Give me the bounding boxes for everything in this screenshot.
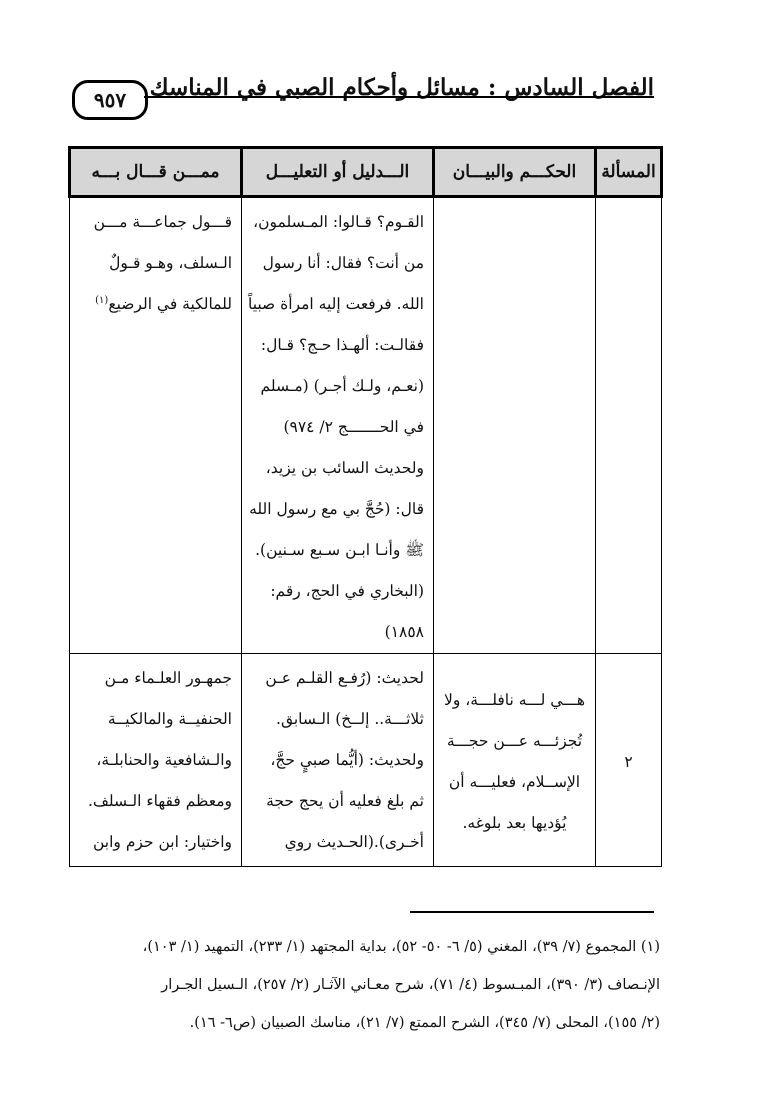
- text-line: الحنفيــة والمالكيــة: [107, 710, 232, 728]
- text-line: قال: (حُجَّ بي مع رسول الله: [249, 500, 424, 518]
- text-line: قـــول جماعـــة مـــن: [93, 213, 232, 231]
- text-line: [79, 284, 232, 325]
- text-line: ثم بلغ فعليه أن يحج حجة: [266, 792, 424, 810]
- cell-ruling: [434, 654, 596, 867]
- text-line: ولحديث: (أيُّما صبيٍ حجَّ،: [270, 751, 424, 769]
- col-header-issue: المسألة: [596, 148, 662, 197]
- text-line: جمهـور العلـماء مـن: [104, 669, 232, 687]
- cell-ruling: [434, 197, 596, 654]
- text-line: فقالـت: ألهـذا حـج؟ قـال:: [260, 336, 424, 354]
- page-header: [72, 74, 654, 124]
- text-line: من أنت؟ فقال: أنا رسول: [262, 254, 424, 272]
- text-line: (نعـم، ولـك أجـر) (مـسلم: [260, 377, 424, 395]
- cell-evidence: [242, 197, 434, 654]
- text-line: القـوم؟ قـالوا: المـسلمون،: [253, 213, 424, 231]
- text-line: في الحـــــــج ٢/ ٩٧٤): [283, 418, 424, 436]
- text-line: تُجزئـــه عـــن حجـــة: [446, 732, 583, 750]
- who-text: للمالكية في الرضيع: [108, 295, 232, 313]
- text-line: الـسلف، وهـو قـولٌ: [109, 254, 232, 272]
- table-row: [70, 654, 662, 867]
- footnote-line: (١) المجموع (٧/ ٣٩)، المغني (٥/ ٦- ٥٠- ٥٢)، بداية المجتهد (١/ ٢٣٣)، التمهيد (١/ ١٠٣)،: [142, 939, 660, 955]
- text-line: أخـرى).(الحـديث روي: [284, 833, 424, 851]
- chapter-title: الفصل السادس : مسائل وأحكام الصبي في المناسك: [149, 74, 654, 101]
- page-number-badge: ٩٥٧: [72, 80, 148, 120]
- text-line: ولحديث السائب بن يزيد،: [265, 459, 424, 477]
- text-line: الإســلام، فعليـــه أن: [448, 773, 581, 791]
- text-line: هـــي لـــه نافلـــة، ولا: [444, 691, 585, 709]
- cell-evidence: [242, 654, 434, 867]
- cell-who: [70, 654, 242, 867]
- text-line: الله. فرفعت إليه امرأة صبياً: [247, 295, 424, 313]
- col-header-ruling: الحكـــم والبيـــان: [434, 148, 596, 197]
- text-line: (البخاري في الحج، رقم:: [270, 582, 424, 600]
- text-line: لحديث: (رُفـع القلـم عـن: [265, 669, 424, 687]
- header-rule: [144, 96, 654, 98]
- text-line: ١٨٥٨): [384, 623, 424, 641]
- text-line: يُؤديها بعد بلوغه.: [462, 814, 567, 832]
- cell-who: [70, 197, 242, 654]
- text-line: واختيار: ابن حزم وابن: [93, 833, 232, 851]
- footnote-separator: [410, 911, 654, 913]
- table-header-row: [70, 148, 662, 197]
- rulings-table: [68, 146, 663, 867]
- text-line: ﷺ وأنـا ابـن سـبع سـنين).: [255, 541, 424, 559]
- col-header-evidence: الـــدليل أو التعليـــل: [242, 148, 434, 197]
- col-header-who: ممـــن قـــال بـــه: [70, 148, 242, 197]
- cell-issue: [596, 197, 662, 654]
- footnotes: [60, 928, 660, 1042]
- text-line: ثلاثـــة.. إلــخ) الـسابق.: [276, 710, 424, 728]
- footnote-marker: (١): [95, 294, 109, 306]
- footnote-line: الإنـصاف (٣/ ٣٩٠)، المبـسوط (٤/ ٧١)، شرح معـاني الآثـار (٢/ ٢٥٧)، الـسيل الجـرار: [161, 977, 660, 993]
- text-line: والـشافعية والحنابلـة،: [96, 751, 232, 769]
- text-line: ومعظم فقهاء الـسلف.: [87, 792, 232, 810]
- table-row: [70, 197, 662, 654]
- cell-issue: ٢: [596, 654, 662, 867]
- footnote-line: (٢/ ١٥٥)، المحلى (٧/ ٣٤٥)، الشرح الممتع (٧/ ٢١)، مناسك الصبيان (ص٦- ١٦).: [189, 1015, 660, 1031]
